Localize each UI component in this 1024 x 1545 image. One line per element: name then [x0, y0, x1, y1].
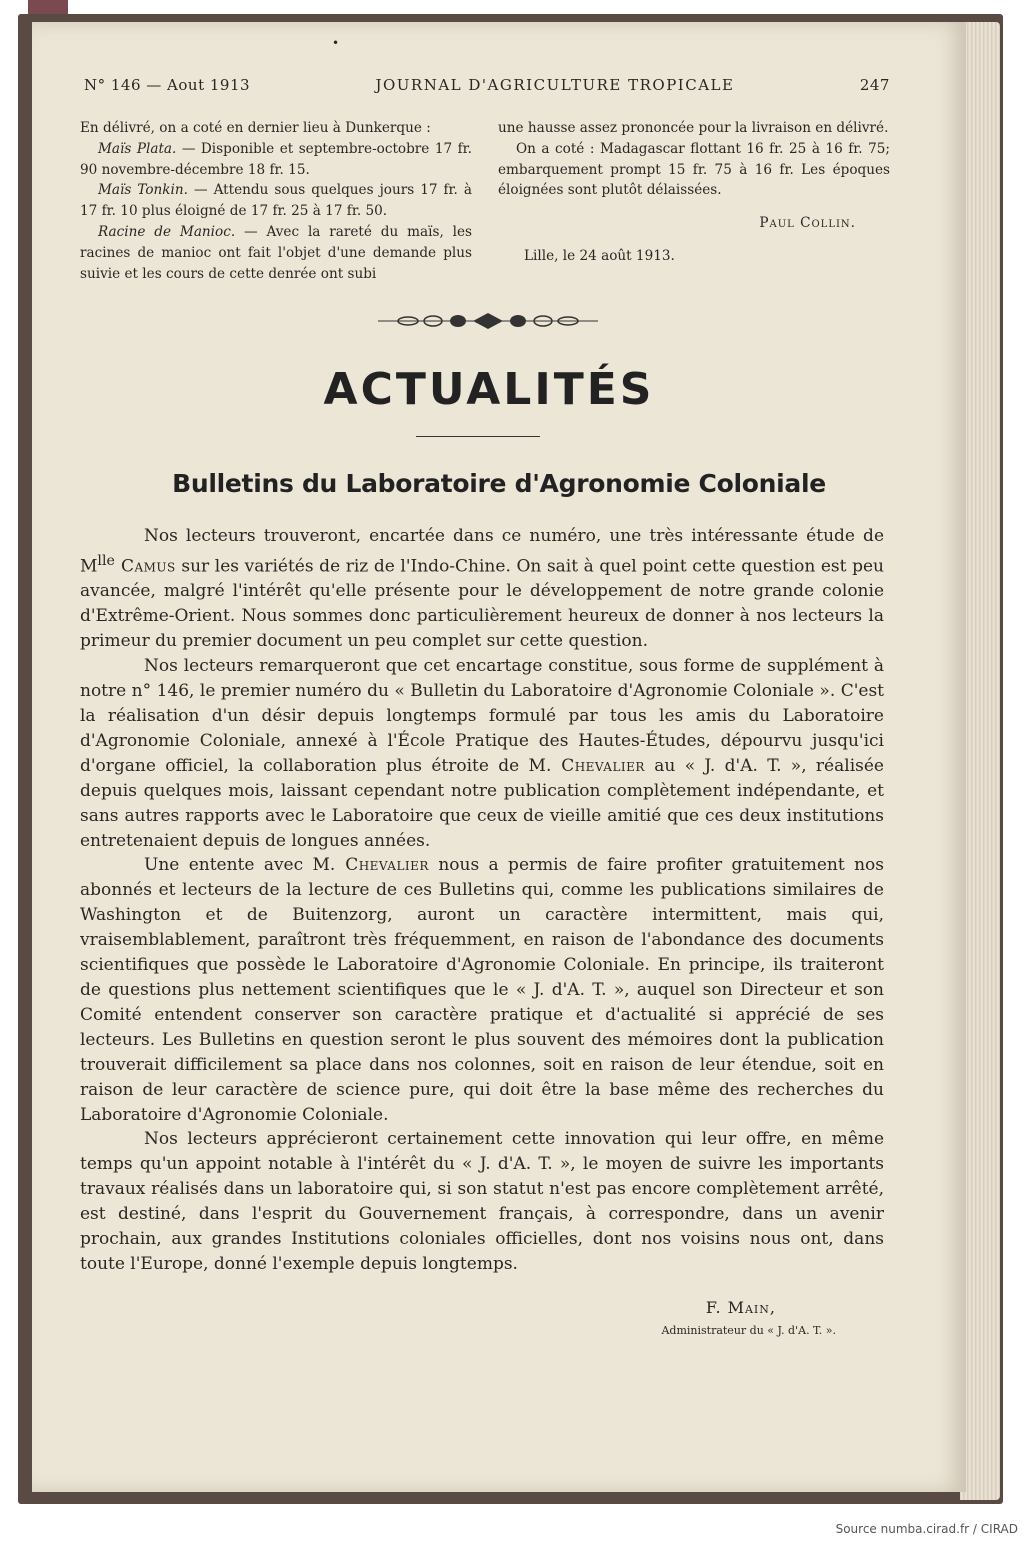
- text-run: nous a permis de faire profiter gratuitement nos abonnés et lecteurs de la lecture de ces Bulletins qui, comme les publications similaires de Washington et de Buitenzorg, auront un caractère intermittent, mais qui, vraisemblablement, paraîtront très fréquemment, en raison de l'abondance des documents scientifiques que possède le Laboratoire d'Agronomie Coloniale. En principe, ils traiteront de questions plus nettement scientifiques que le « J. d'A. T. », auquel son Directeur et son Comité entendent conserver son caractère pratique et d'actualité si apprécié de ses lecteurs. Les Bulletins en question seront le plus souvent des mémoires dont la publication trouverait difficilement sa place dans nos colonnes, soit en raison de leur étendue, soit en raison de leur caractère de science pure, qui doit être la base même des recherches du Laboratoire d'Agronomie Coloniale.: [80, 855, 884, 1125]
- commodity-label: Racine de Manioc.: [98, 223, 236, 240]
- person-name: Camus: [114, 556, 176, 577]
- article-paragraph: [80, 654, 884, 853]
- article-paragraph: [80, 853, 884, 1127]
- article-paragraph: Nos lecteurs apprécieront certainement cette innovation qui leur offre, en même temps qu'un appoint notable à l'intérêt du « J. d'A. T. », le moyen de suivre les importants travaux réalisés dans un laboratoire qui, si son statut n'est pas encore complètement arrêté, est destiné, dans l'esprit du Gouvernement français, à correspondre, dans un avenir prochain, aux grandes Institutions coloniales officielles, dont nos voisins nous ont, dans toute l'Europe, donné l'exemple depuis longtemps.: [80, 1129, 884, 1274]
- market-report-right-column: [498, 118, 890, 267]
- text-run: Nos lecteurs remarqueront que cet encartage constitue, sous forme de supplément à notre n° 146, le premier numéro du « Bulletin du Laboratoire d'Agronomie Coloniale ». C'est la réalisation d'un désir depuis longtemps formulé par tous les amis du Laboratoire d'Agronomie Coloniale, annexé à l'École Pratique des Hautes-Études, dépourvu jusqu'ici d'organe officiel, la collaboration plus étroite de M.: [80, 656, 884, 776]
- text-run: sur les variétés de riz de l'Indo-Chine. On sait à quel point cette question est peu avancée, malgré l'intérêt qu'elle présente pour le développement de notre grande colonie d'Extrême-Orient. Nous sommes donc particulièrement heureux de donner à nos lecteurs la primeur du premier document un peu complet sur cette question.: [80, 556, 884, 652]
- commodity-text: — Avec la rareté du maïs, les racines de manioc ont fait l'objet d'une demande plus suivie et les cours de cette denrée ont subi: [80, 223, 473, 282]
- report-paragraph: En délivré, on a coté en dernier lieu à Dunkerque :: [80, 120, 431, 136]
- page-number: 247: [859, 76, 890, 94]
- person-name: Chevalier: [335, 855, 429, 876]
- report-paragraph: [80, 139, 472, 181]
- article-title: Bulletins du Laboratoire d'Agronomie Coloniale: [172, 469, 826, 498]
- commodity-text: — Attendu sous quelques jours 17 fr. à 17 fr. 10 plus éloigné de 17 fr. 25 à 17 fr. 50.: [80, 182, 472, 220]
- report-signature: Paul Collin.: [759, 215, 856, 232]
- text-run: Une entente avec M.: [144, 855, 336, 876]
- running-header: [84, 76, 890, 94]
- article-body: [80, 524, 884, 1277]
- report-paragraph: [80, 222, 472, 284]
- report-paragraph: [80, 180, 472, 222]
- commodity-label: Maïs Tonkin.: [98, 182, 188, 199]
- title-divider: [416, 436, 540, 437]
- section-title: ACTUALITÉS: [323, 364, 655, 415]
- article-paragraph: [80, 524, 884, 654]
- person-name: Chevalier: [551, 755, 645, 776]
- source-credit: Source numba.cirad.fr / CIRAD: [835, 1522, 1018, 1536]
- author-signature: F. Main,: [705, 1298, 776, 1317]
- report-paragraph: On a coté : Madagascar flottant 16 fr. 25 à 16 fr. 75; embarquement prompt 15 fr. 75 à 16 fr. Les époques éloignées sont plutôt délaissées.: [498, 140, 890, 199]
- text-run: lle: [97, 552, 115, 569]
- text-run: au « J. d'A. T. », réalisée depuis quelques mois, laissant cependant notre publication complètement indépendante, et sans autres rapports avec le Laboratoire que ceux de vieille amitié que ces deux institutions entretenaient depuis de longues années.: [80, 755, 884, 851]
- market-report-left-column: [80, 118, 472, 284]
- report-paragraph: une hausse assez prononcée pour la livraison en délivré.: [498, 120, 889, 136]
- report-date: Lille, le 24 août 1913.: [524, 247, 675, 264]
- commodity-label: Maïs Plata.: [98, 140, 177, 157]
- author-title: Administrateur du « J. d'A. T. ».: [661, 1324, 836, 1337]
- text-run: Nos lecteurs trouveront, encartée dans ce numéro, une très intéressante étude de M: [80, 526, 884, 577]
- journal-page: [32, 22, 966, 1492]
- journal-title: JOURNAL D'AGRICULTURE TROPICALE: [375, 76, 735, 94]
- issue-label: N° 146 — Aout 1913: [84, 76, 251, 94]
- commodity-text: — Disponible et septembre-octobre 17 fr. 90 novembre-décembre 18 fr. 15.: [80, 140, 472, 178]
- page-stack-edge: [960, 22, 1000, 1500]
- ink-dot: •: [332, 36, 340, 50]
- decorative-ornament-icon: [378, 310, 598, 332]
